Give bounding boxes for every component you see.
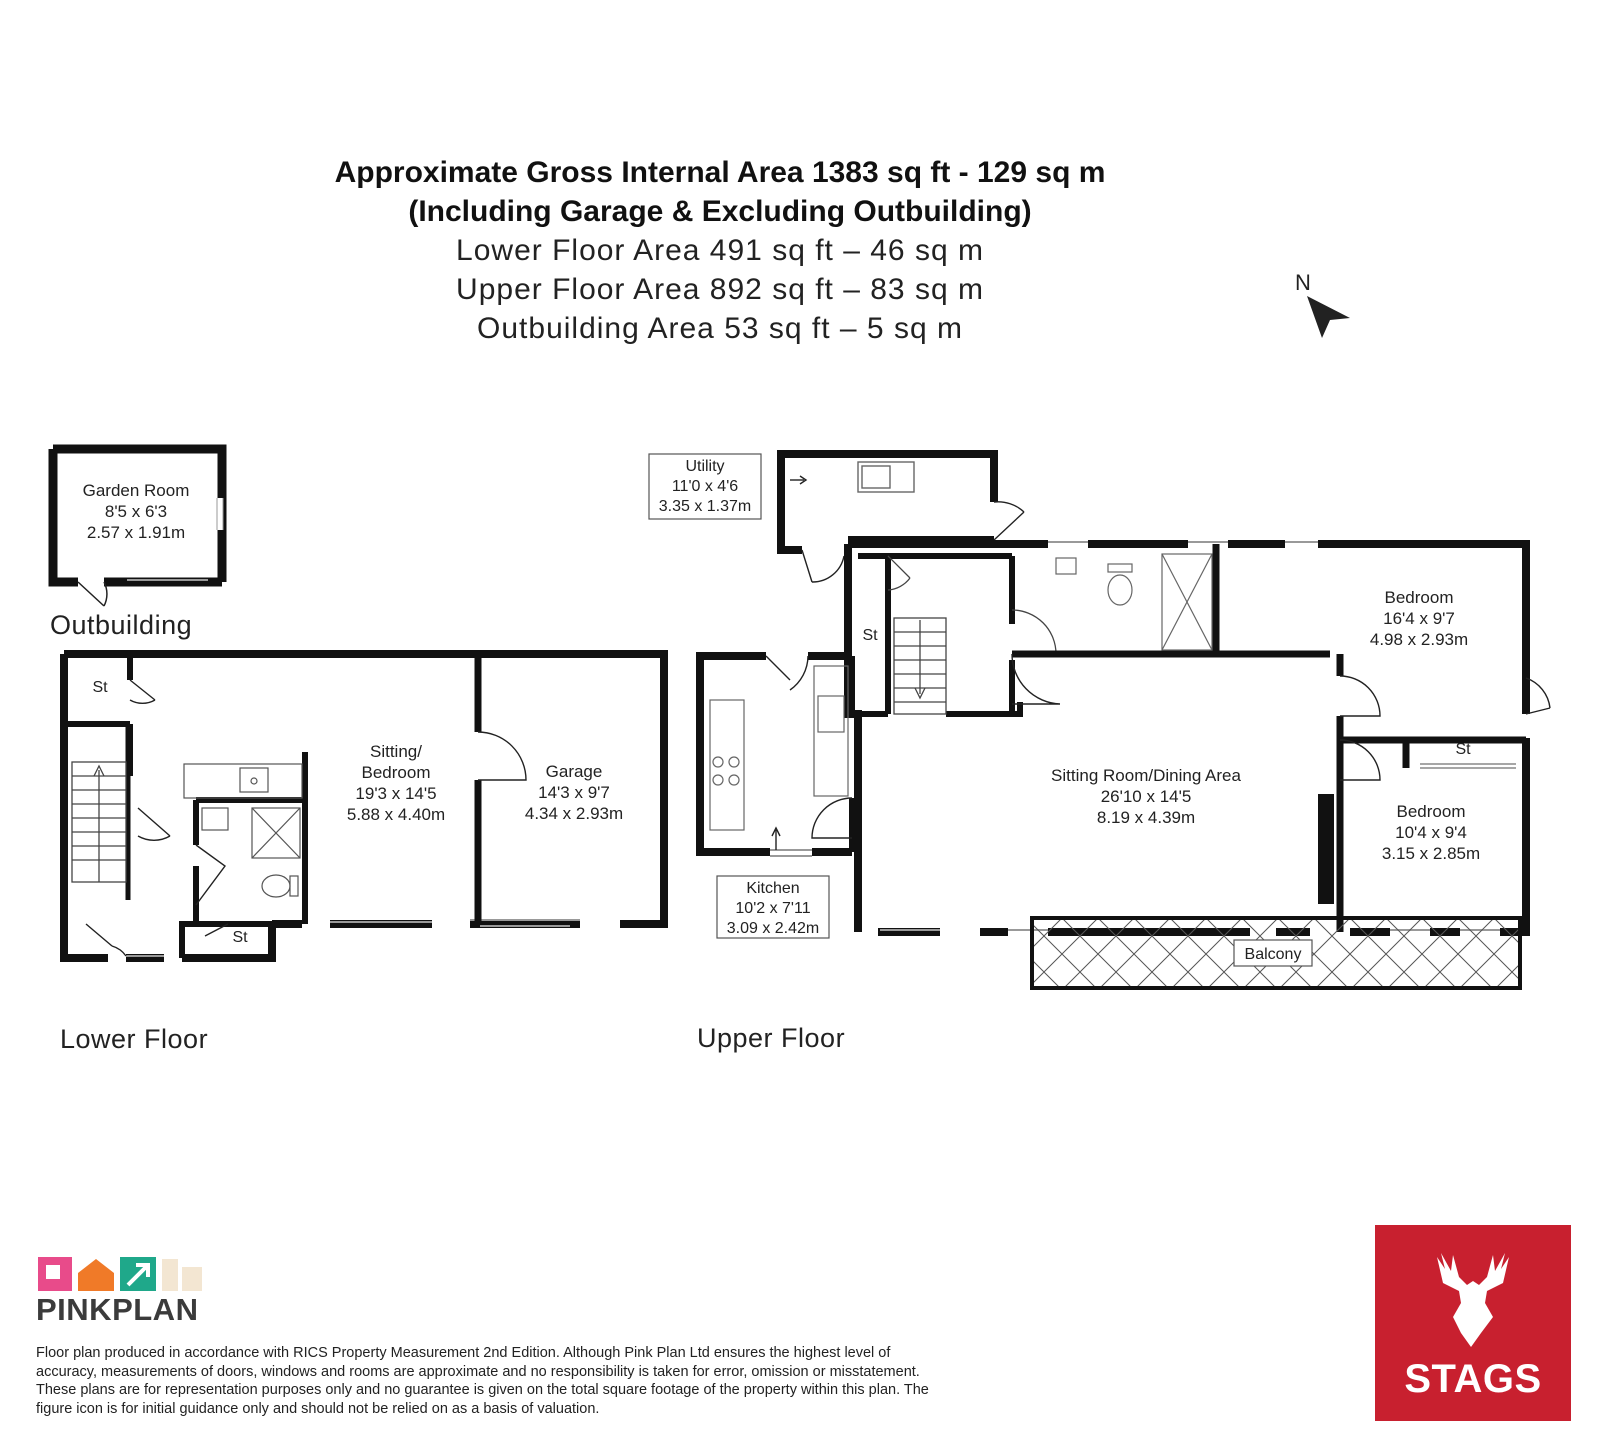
lower-floor-label: Lower Floor xyxy=(60,1024,209,1054)
balcony-label: Balcony xyxy=(1244,946,1302,963)
kitchen-metric: 3.09 x 2.42m xyxy=(726,920,820,937)
garden-room-name: Garden Room xyxy=(82,481,190,500)
sitting-dining-name: Sitting Room/Dining Area xyxy=(1051,766,1241,785)
bedroom-1-metric: 4.98 x 2.93m xyxy=(1369,630,1469,649)
outbuilding-area: Outbuilding Area 53 sq ft – 5 sq m xyxy=(477,312,963,345)
sitting-bedroom-imperial: 19'3 x 14'5 xyxy=(355,784,437,803)
sitting-bedroom-metric: 5.88 x 4.40m xyxy=(346,805,446,824)
utility-imperial: 11'0 x 4'6 xyxy=(671,478,739,495)
garage-metric: 4.34 x 2.93m xyxy=(524,804,624,823)
lower-floor-plan xyxy=(64,654,664,958)
lower-store-label-2: St xyxy=(232,929,248,946)
stags-wordmark: STAGS xyxy=(1404,1357,1542,1401)
kitchen-name: Kitchen xyxy=(746,880,800,897)
garden-room-metric: 2.57 x 1.91m xyxy=(86,523,186,542)
outbuilding-label: Outbuilding xyxy=(50,610,193,640)
lower-floor-area: Lower Floor Area 491 sq ft – 46 sq m xyxy=(456,234,984,267)
sitting-bedroom-name-2: Bedroom xyxy=(361,763,431,782)
outbuilding-plan xyxy=(53,449,223,606)
sitting-dining-imperial: 26'10 x 14'5 xyxy=(1100,787,1192,806)
sitting-bedroom-name-1: Sitting/ xyxy=(370,742,422,761)
bedroom-1-name: Bedroom xyxy=(1384,588,1454,607)
upper-store-label-2: St xyxy=(1455,741,1471,758)
lower-store-label-1: St xyxy=(92,679,108,696)
utility-name: Utility xyxy=(685,458,725,475)
north-label: N xyxy=(1295,270,1311,295)
utility-metric: 3.35 x 1.37m xyxy=(658,498,752,515)
pinkplan-wordmark: PINKPLAN xyxy=(36,1292,199,1327)
bedroom-2-imperial: 10'4 x 9'4 xyxy=(1395,823,1467,842)
stag-head-icon xyxy=(1375,1225,1571,1355)
bedroom-1-imperial: 16'4 x 9'7 xyxy=(1383,609,1455,628)
area-subtitle: (Including Garage & Excluding Outbuilding) xyxy=(408,195,1032,228)
stags-logo xyxy=(1375,1225,1571,1421)
garage-imperial: 14'3 x 9'7 xyxy=(538,783,610,802)
upper-floor-plan xyxy=(649,454,1550,988)
bedroom-2-name: Bedroom xyxy=(1396,802,1466,821)
kitchen-imperial: 10'2 x 7'11 xyxy=(735,900,811,917)
upper-floor-label: Upper Floor xyxy=(697,1023,846,1053)
north-arrow-icon xyxy=(1295,270,1350,338)
garden-room-imperial: 8'5 x 6'3 xyxy=(104,502,168,521)
upper-store-label-1: St xyxy=(862,627,878,644)
sitting-dining-metric: 8.19 x 4.39m xyxy=(1096,808,1196,827)
pinkplan-logo-icon xyxy=(36,1255,216,1295)
garage-name: Garage xyxy=(545,762,603,781)
upper-floor-area: Upper Floor Area 892 sq ft – 83 sq m xyxy=(456,273,984,306)
area-title: Approximate Gross Internal Area 1383 sq ft - 129 sq m xyxy=(334,156,1106,189)
bedroom-2-metric: 3.15 x 2.85m xyxy=(1381,844,1481,863)
disclaimer-text: Floor plan produced in accordance with RICS Property Measurement 2nd Edition. Although Pink Plan Ltd ensures the highest level of accuracy, measurements of doors, windows and rooms are approximate and no responsibility is taken for error, omission or misstatement. These plans are for representation purposes only and no guarantee is given on the total square footage of the property within this plan. The figure icon is for initial guidance only and should not be relied on as a basis of valuation. xyxy=(36,1345,929,1418)
